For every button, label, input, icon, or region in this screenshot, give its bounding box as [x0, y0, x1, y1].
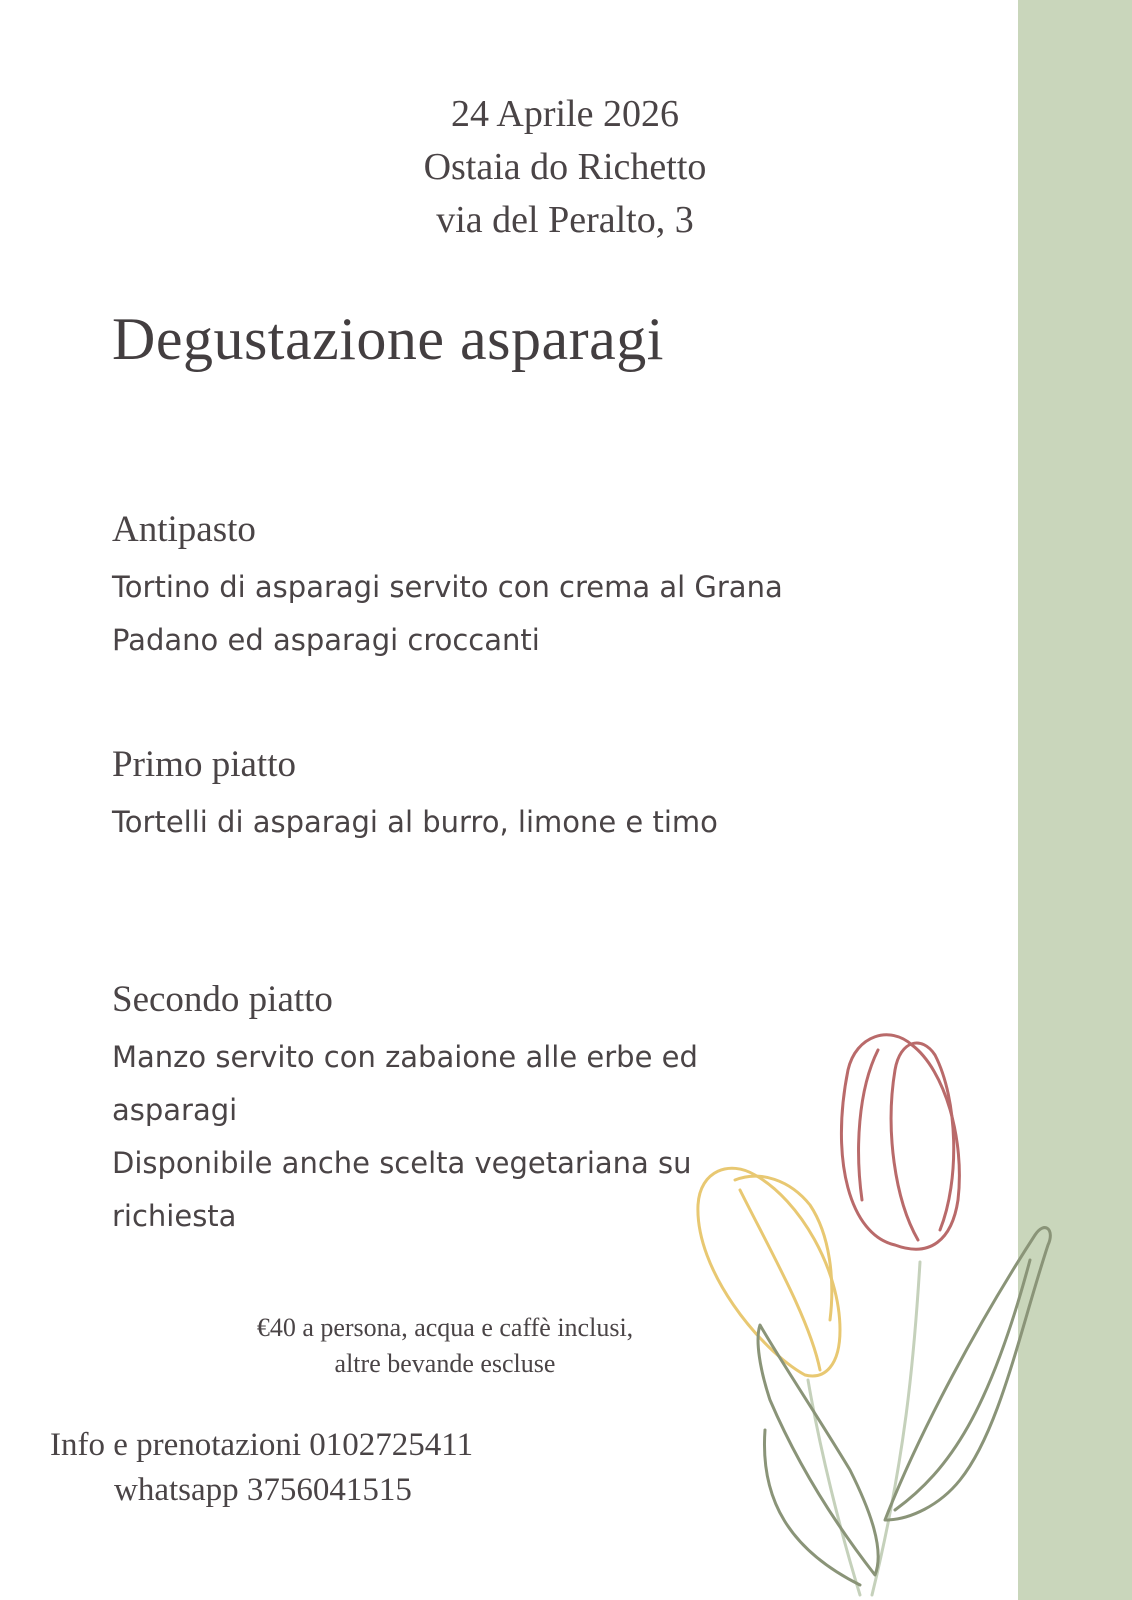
venue-address: via del Peralto, 3: [436, 199, 694, 241]
whatsapp-line: whatsapp 3756041515: [114, 1472, 412, 1508]
price-line: altre bevande escluse: [334, 1349, 556, 1378]
description-line: Disponibile anche scelta vegetariana su: [112, 1146, 692, 1180]
phone-line: Info e prenotazioni 0102725411: [50, 1427, 474, 1463]
section-description: [112, 796, 872, 849]
event-header: [0, 88, 1130, 247]
description-line: Tortelli di asparagi al burro, limone e timo: [112, 805, 718, 839]
contact-info: [50, 1423, 473, 1513]
red-tulip-petal: [859, 1050, 878, 1200]
description-line: Manzo servito con zabaione alle erbe ed: [112, 1040, 698, 1074]
tulip-illustration: [690, 1030, 1110, 1600]
description-line: richiesta: [112, 1199, 237, 1233]
description-line: Padano ed asparagi croccanti: [112, 623, 540, 657]
section-description: [112, 561, 872, 667]
description-line: asparagi: [112, 1093, 238, 1127]
venue-name: Ostaia do Richetto: [423, 146, 707, 188]
description-line: Tortino di asparagi servito con crema al Grana: [112, 570, 783, 604]
red-tulip-petal: [891, 1043, 954, 1240]
tulip-leaf: [895, 1260, 1030, 1510]
yellow-tulip-petal: [698, 1168, 840, 1376]
event-date: 24 Aprile 2026: [451, 93, 679, 135]
yellow-tulip-petal: [740, 1190, 820, 1370]
menu-title: Degustazione asparagi: [112, 306, 664, 372]
section-title: Primo piatto: [112, 744, 296, 785]
section-title: Secondo piatto: [112, 979, 333, 1020]
section-primo-piatto: [112, 743, 872, 849]
tulip-leaf: [764, 1430, 860, 1585]
price-note: [145, 1310, 745, 1382]
section-antipasto: [112, 508, 872, 667]
price-line: €40 a persona, acqua e caffè inclusi,: [256, 1313, 634, 1342]
section-title: Antipasto: [112, 509, 256, 550]
tulip-stem: [872, 1262, 920, 1595]
